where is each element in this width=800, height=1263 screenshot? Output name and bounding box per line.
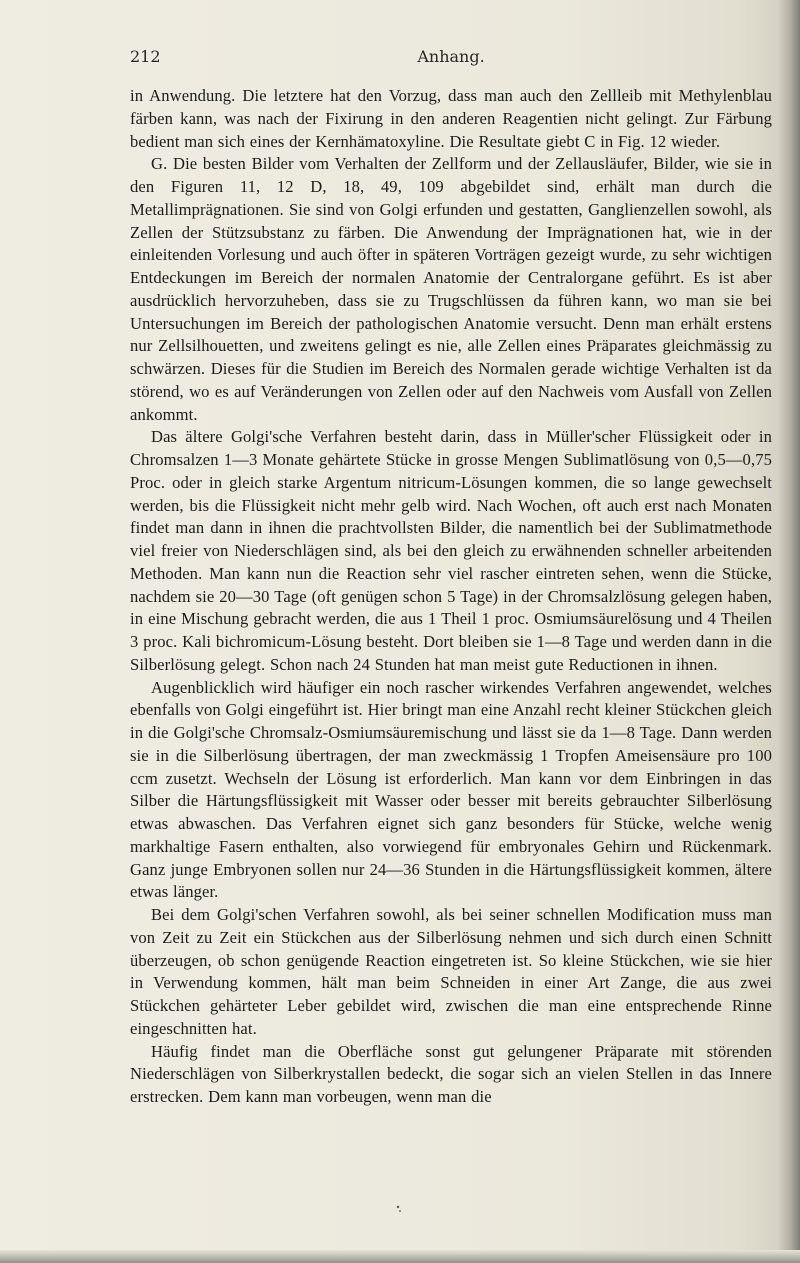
page-number: 212 (130, 47, 161, 66)
paragraph-rapid-method: Augenblicklich wird häufiger ein noch rascher wirkendes Verfahren angewendet, welches ebenfalls von Golgi eingeführt ist. Hier bringt man eine Anzahl recht kleiner Stückchen gleich in die Golgi'sche Chromsalz-Osmiumsäuremischung und lässt sie da 1—8 Tage. Dann werden sie in die Silberlösung übertragen, der man zweckmässig 1 Tropfen Ameisensäure pro 100 ccm zusetzt. Wechseln der Lösung ist erforderlich. Man kann vor dem Einbringen in das Silber die Härtungsflüssigkeit mit Wasser oder besser mit bereits gebrauchter Silberlösung etwas abwaschen. Das Verfahren eignet sich ganz besonders für Stücke, welche wenig markhaltige Fasern enthalten, also vorwiegend für embryonales Gehirn und Rückenmark. Ganz junge Embryonen sollen nur 24—36 Stunden in die Härtungsflüssigkeit kommen, ältere etwas länger. (130, 677, 772, 902)
paragraph-golgi-method: Das ältere Golgi'sche Verfahren besteht darin, dass in Müller'scher Flüssigkeit oder in Chromsalzen 1—3 Monate gehärtete Stücke in grosse Mengen Sublimatlösung von 0,5—0,75 Proc. oder in gleich starke Argentum nitricum-Lösungen kommen, die so lange gewechselt werden, bis die Flüssigkeit nicht mehr gelb wird. Nach Wochen, oft auch erst nach Monaten findet man dann in ihnen die prachtvollsten Bilder, die namentlich bei der Sublimatmethode viel freier von Niederschlägen sind, als bei den gleich zu erwähnenden schneller arbeitenden Methoden. Man kann nun die Reaction sehr viel rascher eintreten sehen, wenn die Stücke, nachdem sie 20—30 Tage (oft genügen schon 5 Tage) in der Chromsalzlösung gelegen haben, in eine Mischung gebracht werden, die aus 1 Theil 1 proc. Osmiumsäurelösung und 4 Theilen 3 proc. Kali bichromicum-Lösung besteht. Dort bleiben sie 1—8 Tage und werden dann in die Silberlösung gelegt. Schon nach 24 Stunden hat man meist gute Reductionen in ihnen. (130, 427, 772, 674)
page-bottom-edge (0, 1250, 800, 1263)
ink-speck (397, 1206, 399, 1208)
paragraph-section-g: G. Die besten Bilder vom Verhalten der Zellform und der Zellausläufer, Bilder, wie sie in den Figuren 11, 12 D, 18, 49, 109 abgebildet sind, erhält man durch die Metallimprägnationen. Sie sind von Golgi erfunden und gestatten, Ganglienzellen sowohl, als Zellen der Stützsubstanz zu färben. Die Anwendung der Imprägnationen hat, wie in der einleitenden Vorlesung und auch öfter in späteren Vorträgen gezeigt wurde, zu sehr wichtigen Entdeckungen im Bereich der normalen Anatomie der Centralorgane geführt. Es ist aber ausdrücklich hervorzuheben, dass sie zu Trugschlüssen da führen kann, wo man sie bei Untersuchungen im Bereich der pathologischen Anatomie versucht. Denn man erhält erstens nur Zellsilhouetten, und zweitens gelingt es nie, alle Zellen eines Präparates gleichmässig zu schwärzen. Dieses für die Studien im Bereich des Normalen gerade wichtige Verhalten ist da störend, wo es auf Veränderungen von Zellen oder auf den Nachweis vom Ausfall von Zellen ankommt. (130, 154, 772, 424)
paragraph-precipitates: Häufig findet man die Oberfläche sonst gut gelungener Präparate mit störenden Niederschlägen von Silberkrystallen bedeckt, die sogar sich an vielen Stellen in das Innere erstrecken. Dem kann man vorbeugen, wenn man die (130, 1041, 772, 1106)
running-title: Anhang. (417, 47, 485, 66)
body-text (130, 85, 772, 1109)
ink-speck (399, 1210, 401, 1212)
page-edge-shadow (778, 0, 800, 1263)
page-header (130, 47, 772, 73)
paragraph-modification: Bei dem Golgi'schen Verfahren sowohl, als bei seiner schnellen Modification muss man von Zeit zu Zeit ein Stückchen aus der Silberlösung nehmen und sich durch einen Schnitt überzeugen, ob schon genügende Reaction eingetreten ist. So kleine Stückchen, wie sie hier in Verwendung kommen, hält man beim Schneiden in einer Art Zange, die aus zwei Stückchen gehärteter Leber gebildet wird, zwischen die man eine entsprechende Rinne eingeschnitten hat. (130, 905, 772, 1038)
paragraph-continuation: in Anwendung. Die letztere hat den Vorzug, dass man auch den Zellleib mit Methylenblau färben kann, was nach der Fixirung in den anderen Reagentien nicht gelingt. Zur Färbung bedient man sich eines der Kernhämatoxyline. Die Resultate giebt C in Fig. 12 wieder. (130, 86, 772, 151)
